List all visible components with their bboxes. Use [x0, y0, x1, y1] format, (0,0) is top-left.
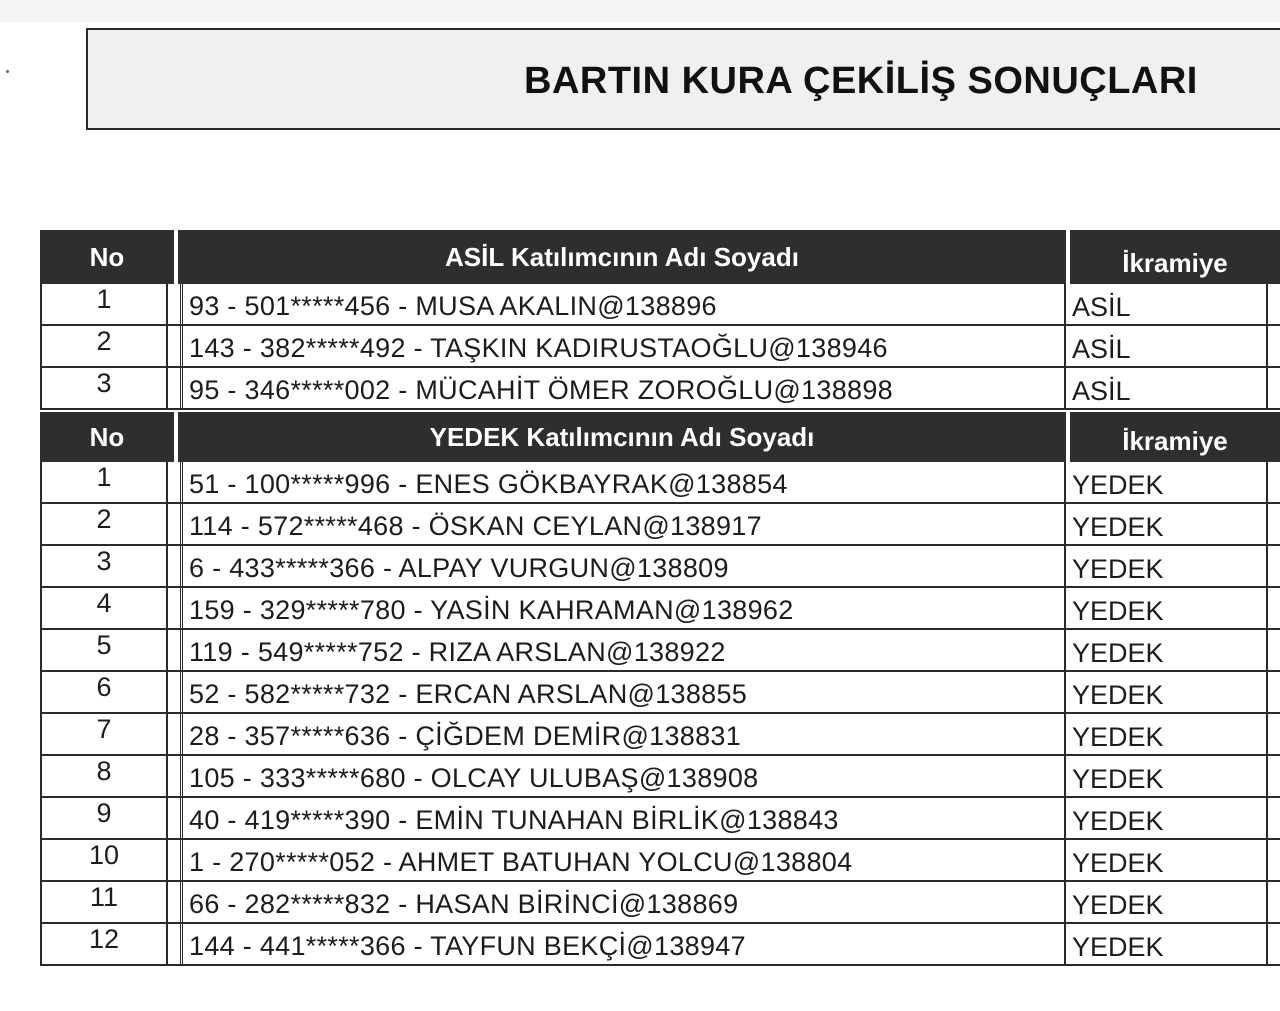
asil-prize-type: ASİL — [1064, 326, 1280, 366]
yedek-edge-column — [1266, 630, 1280, 670]
yedek-table-row — [40, 504, 1280, 546]
asil-rows — [40, 284, 1280, 410]
yedek-row-number: 4 — [40, 588, 168, 628]
yedek-row-number: 3 — [40, 546, 168, 586]
asil-header-name: ASİL Katılımcının Adı Soyadı — [178, 230, 1066, 284]
yedek-participant-name: 1 - 270*****052 - AHMET BATUHAN YOLCU@138804 — [180, 840, 1064, 880]
yedek-table-row — [40, 588, 1280, 630]
yedek-header-no: No — [40, 412, 174, 462]
yedek-prize-type: YEDEK — [1064, 882, 1280, 922]
yedek-prize-type: YEDEK — [1064, 546, 1280, 586]
asil-header-row — [40, 230, 1280, 284]
asil-edge-column — [1266, 326, 1280, 366]
yedek-participant-name: 66 - 282*****832 - HASAN BİRİNCİ@138869 — [180, 882, 1064, 922]
yedek-prize-type: YEDEK — [1064, 630, 1280, 670]
yedek-edge-column — [1266, 588, 1280, 628]
yedek-edge-column — [1266, 462, 1280, 502]
yedek-prize-type: YEDEK — [1064, 714, 1280, 754]
yedek-prize-type: YEDEK — [1064, 672, 1280, 712]
asil-edge-column — [1266, 284, 1280, 324]
yedek-table-row — [40, 714, 1280, 756]
yedek-table-row — [40, 798, 1280, 840]
yedek-row-number: 1 — [40, 462, 168, 502]
yedek-row-number: 6 — [40, 672, 168, 712]
yedek-edge-column — [1266, 882, 1280, 922]
yedek-participant-name: 105 - 333*****680 - OLCAY ULUBAŞ@138908 — [180, 756, 1064, 796]
yedek-table-row — [40, 756, 1280, 798]
yedek-table-row — [40, 840, 1280, 882]
yedek-participant-name: 28 - 357*****636 - ÇİĞDEM DEMİR@138831 — [180, 714, 1064, 754]
yedek-edge-column — [1266, 504, 1280, 544]
yedek-table-row — [40, 924, 1280, 966]
yedek-participant-name: 40 - 419*****390 - EMİN TUNAHAN BİRLİK@138843 — [180, 798, 1064, 838]
yedek-table-row — [40, 546, 1280, 588]
yedek-edge-column — [1266, 924, 1280, 964]
asil-table-row — [40, 284, 1280, 326]
page-title: BARTIN KURA ÇEKİLİŞ SONUÇLARI — [524, 60, 1198, 102]
yedek-participant-name: 52 - 582*****732 - ERCAN ARSLAN@138855 — [180, 672, 1064, 712]
yedek-row-number: 2 — [40, 504, 168, 544]
asil-row-number: 2 — [40, 326, 168, 366]
yedek-participant-name: 144 - 441*****366 - TAYFUN BEKÇİ@138947 — [180, 924, 1064, 964]
yedek-table-row — [40, 462, 1280, 504]
asil-prize-type: ASİL — [1064, 368, 1280, 408]
yedek-prize-type: YEDEK — [1064, 504, 1280, 544]
results-table — [40, 230, 1280, 966]
asil-row-number: 1 — [40, 284, 168, 324]
yedek-prize-type: YEDEK — [1064, 588, 1280, 628]
asil-participant-name: 143 - 382*****492 - TAŞKIN KADIRUSTAOĞLU@138946 — [180, 326, 1064, 366]
yedek-participant-name: 159 - 329*****780 - YASİN KAHRAMAN@138962 — [180, 588, 1064, 628]
asil-prize-type: ASİL — [1064, 284, 1280, 324]
asil-row-number: 3 — [40, 368, 168, 408]
yedek-participant-name: 6 - 433*****366 - ALPAY VURGUN@138809 — [180, 546, 1064, 586]
asil-edge-column — [1266, 368, 1280, 408]
yedek-row-number: 8 — [40, 756, 168, 796]
yedek-rows — [40, 462, 1280, 966]
yedek-prize-type: YEDEK — [1064, 924, 1280, 964]
yedek-prize-type: YEDEK — [1064, 840, 1280, 880]
yedek-prize-type: YEDEK — [1064, 462, 1280, 502]
yedek-participant-name: 119 - 549*****752 - RIZA ARSLAN@138922 — [180, 630, 1064, 670]
yedek-edge-column — [1266, 546, 1280, 586]
yedek-participant-name: 114 - 572*****468 - ÖSKAN CEYLAN@138917 — [180, 504, 1064, 544]
yedek-header-row — [40, 412, 1280, 462]
top-margin-strip — [0, 0, 1280, 22]
yedek-row-number: 12 — [40, 924, 168, 964]
yedek-header-name: YEDEK Katılımcının Adı Soyadı — [178, 412, 1066, 462]
yedek-edge-column — [1266, 672, 1280, 712]
yedek-edge-column — [1266, 798, 1280, 838]
asil-table-row — [40, 326, 1280, 368]
yedek-edge-column — [1266, 714, 1280, 754]
yedek-edge-column — [1266, 840, 1280, 880]
asil-header-no: No — [40, 230, 174, 284]
scan-speck — [6, 70, 9, 73]
yedek-row-number: 11 — [40, 882, 168, 922]
asil-header-prize: İkramiye — [1070, 230, 1280, 284]
yedek-row-number: 7 — [40, 714, 168, 754]
asil-participant-name: 93 - 501*****456 - MUSA AKALIN@138896 — [180, 284, 1064, 324]
yedek-prize-type: YEDEK — [1064, 798, 1280, 838]
yedek-edge-column — [1266, 756, 1280, 796]
yedek-row-number: 9 — [40, 798, 168, 838]
yedek-header-prize: İkramiye — [1070, 412, 1280, 462]
asil-table-row — [40, 368, 1280, 410]
yedek-row-number: 10 — [40, 840, 168, 880]
yedek-table-row — [40, 630, 1280, 672]
yedek-table-row — [40, 672, 1280, 714]
yedek-prize-type: YEDEK — [1064, 756, 1280, 796]
yedek-row-number: 5 — [40, 630, 168, 670]
yedek-participant-name: 51 - 100*****996 - ENES GÖKBAYRAK@138854 — [180, 462, 1064, 502]
yedek-table-row — [40, 882, 1280, 924]
asil-participant-name: 95 - 346*****002 - MÜCAHİT ÖMER ZOROĞLU@138898 — [180, 368, 1064, 408]
